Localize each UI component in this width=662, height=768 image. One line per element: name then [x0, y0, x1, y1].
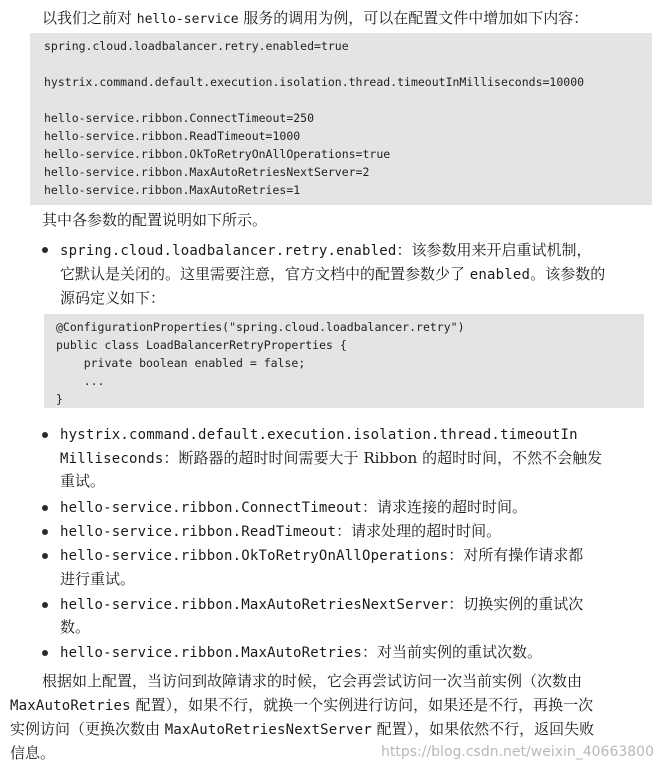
bullet-2-line-3: 重试。 [60, 472, 106, 490]
param-desc: 它默认是关闭的。这里需要注意，官方文档中的配置参数少了 [60, 265, 470, 283]
source-watermark: https://blog.csdn.net/weixin_40663800 [380, 744, 654, 760]
param-desc: ：请求处理的超时时间。 [336, 522, 502, 540]
bullet-icon [42, 247, 48, 253]
param-desc: ：该参数用来开启重试机制， [396, 241, 592, 259]
param-name: hello-service.ribbon.MaxAutoRetriesNextServer [60, 597, 449, 613]
param-name: hello-service.ribbon.MaxAutoRetries [60, 645, 363, 661]
param-name: spring.cloud.loadbalancer.retry.enabled [60, 243, 397, 259]
bullet-2-line-2 [60, 448, 602, 469]
summary-line-1: 根据如上配置，当访问到故障请求的时候，它会再尝试访问一次当前实例（次数由 [42, 672, 583, 690]
source-line: public class LoadBalancerRetryProperties { [56, 338, 347, 352]
summary-text: 配置），如果不行，就换一个实例进行访问，如果还是不行，再换一次 [130, 696, 594, 714]
bullet-2-line-1 [60, 424, 578, 445]
param-name: MaxAutoRetries [10, 698, 131, 714]
bullet-4 [60, 521, 501, 542]
bullet-7 [60, 642, 542, 663]
config-line: hello-service.ribbon.MaxAutoRetries=1 [44, 183, 301, 197]
param-name: hystrix.command.default.execution.isolation.thread.timeoutIn [60, 427, 578, 443]
bullet-icon [42, 505, 48, 511]
bullet-icon [42, 650, 48, 656]
config-line: hello-service.ribbon.OkToRetryOnAllOperations=true [44, 147, 391, 161]
param-desc: ：请求连接的超时时间。 [362, 498, 528, 516]
param-name: enabled [469, 267, 531, 283]
bullet-icon [42, 432, 48, 438]
source-code-block [44, 314, 644, 408]
summary-text: 配置），如果依然不行，返回失败 [371, 720, 595, 738]
bullet-1-line-3: 源码定义如下： [60, 289, 166, 307]
intro-code: hello-service [136, 12, 239, 27]
intro-text: 以我们之前对 [42, 9, 137, 27]
param-name: MaxAutoRetriesNextServer [164, 722, 372, 738]
config-line: hello-service.ribbon.ReadTimeout=1000 [44, 129, 301, 143]
param-desc: ：对当前实例的重试次数。 [362, 643, 543, 661]
param-desc: ：断路器的超时时间需要大于 Ribbon 的超时时间，不然不会触发 [163, 449, 603, 467]
bullet-6-line-2: 数。 [60, 618, 91, 636]
config-line: hello-service.ribbon.ConnectTimeout=250 [44, 111, 315, 125]
intro-paragraph [42, 8, 588, 30]
param-name: Milliseconds [60, 451, 164, 467]
summary-line-3 [10, 719, 594, 740]
param-name: hello-service.ribbon.OkToRetryOnAllOperations [60, 548, 449, 564]
summary-text: 实例访问（更换次数由 [10, 720, 165, 738]
bullet-1-line-2 [60, 264, 605, 285]
param-name: hello-service.ribbon.ReadTimeout [60, 524, 337, 540]
bullet-5-line-1 [60, 545, 583, 566]
config-code-block [30, 33, 652, 205]
source-line: @ConfigurationProperties("spring.cloud.loadbalancer.retry") [56, 320, 465, 334]
bullet-6-line-1 [60, 594, 583, 615]
bullet-icon [42, 529, 48, 535]
param-intro: 其中各参数的配置说明如下所示。 [42, 211, 268, 229]
source-line: } [56, 392, 63, 406]
bullet-1-line-1 [60, 240, 592, 261]
param-name: hello-service.ribbon.ConnectTimeout [60, 500, 363, 516]
param-desc: ：切换实例的重试次 [448, 595, 584, 613]
param-desc: ：对所有操作请求都 [448, 546, 584, 564]
summary-line-4: 信息。 [10, 744, 56, 762]
bullet-3 [60, 497, 527, 518]
intro-text-tail: 服务的调用为例，可以在配置文件中增加如下内容： [238, 9, 589, 27]
param-desc: 。该参数的 [530, 265, 606, 283]
bullet-5-line-2: 进行重试。 [60, 570, 136, 588]
config-line: hello-service.ribbon.MaxAutoRetriesNextServer=2 [44, 165, 370, 179]
source-line: ... [56, 374, 105, 388]
summary-line-2 [10, 695, 593, 716]
config-line: hystrix.command.default.execution.isolation.thread.timeoutInMilliseconds=10000 [44, 75, 585, 89]
source-line: private boolean enabled = false; [56, 356, 306, 370]
bullet-icon [42, 553, 48, 559]
bullet-icon [42, 602, 48, 608]
config-line: spring.cloud.loadbalancer.retry.enabled=true [44, 39, 349, 53]
